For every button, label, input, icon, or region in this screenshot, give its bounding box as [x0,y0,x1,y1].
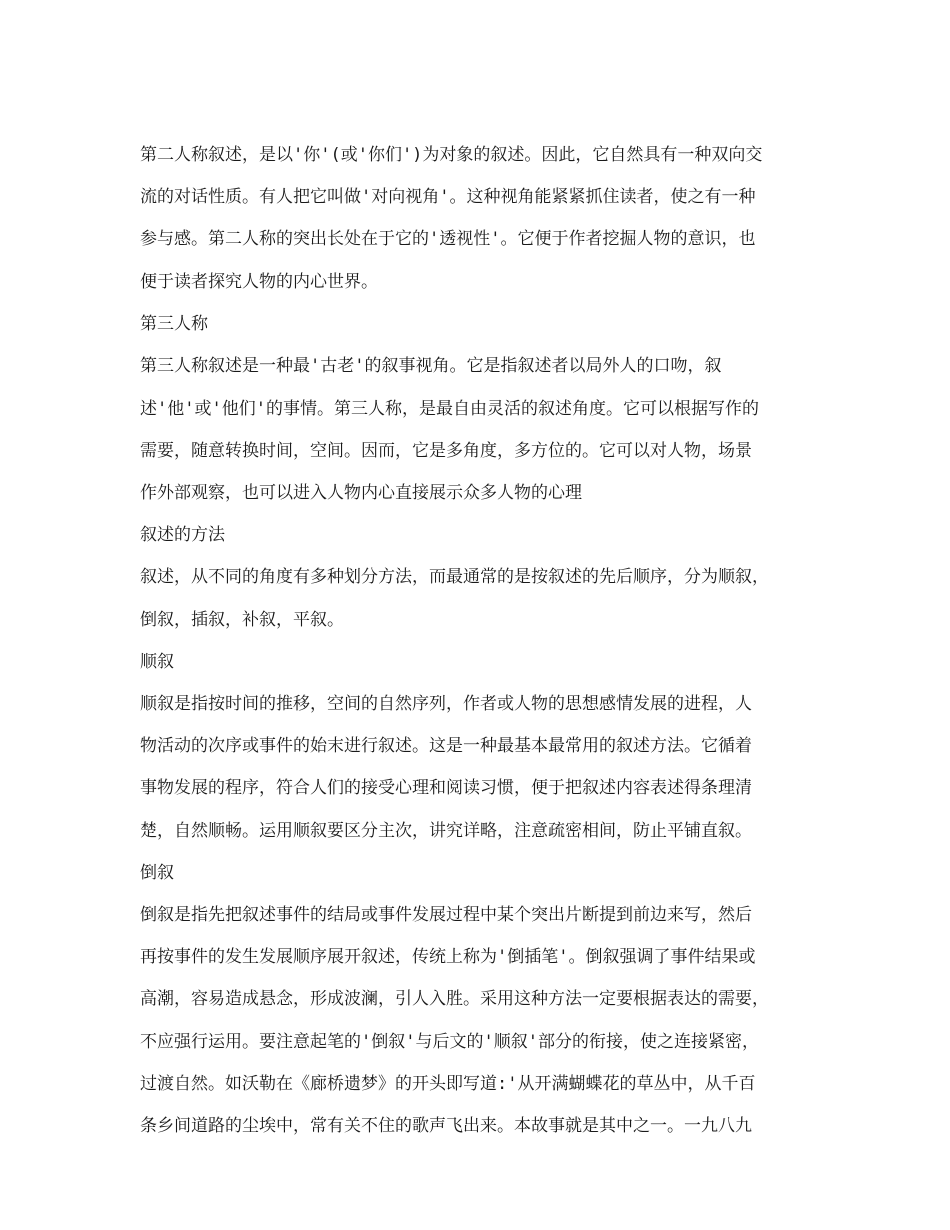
section-heading: 顺叙 [140,652,174,672]
text-line: 述'他'或'他们'的事情。第三人称，是最自由灵活的叙述角度。它可以根据写作的 [140,399,759,419]
text-line: 事物发展的程序，符合人们的接受心理和阅读习惯，便于把叙述内容表述得条理清 [140,778,752,798]
text-line: 高潮，容易造成悬念，形成波澜，引人入胜。采用这种方法一定要根据表达的需要， [140,989,769,1009]
text-line: 条乡间道路的尘埃中，常有关不住的歌声飞出来。本故事就是其中之一。一九八九 [140,1116,752,1136]
text-line: 顺叙是指按时间的推移，空间的自然序列，作者或人物的思想感情发展的进程，人 [140,694,752,714]
text-line: 便于读者探究人物的内心世界。 [140,272,378,292]
text-line: 参与感。第二人称的突出长处在于它的'透视性'。它便于作者挖掘人物的意识，也 [140,229,756,249]
section-heading: 倒叙 [140,863,174,883]
text-line: 叙述，从不同的角度有多种划分方法，而最通常的是按叙述的先后顺序，分为顺叙， [140,567,769,587]
text-line: 流的对话性质。有人把它叫做'对向视角'。这种视角能紧紧抓住读者，使之有一种 [140,187,756,207]
text-line: 物活动的次序或事件的始末进行叙述。这是一种最基本最常用的叙述方法。它循着 [140,736,752,756]
section-heading: 叙述的方法 [140,525,225,545]
text-line: 作外部观察，也可以进入人物内心直接展示众多人物的心理 [140,483,582,503]
section-heading: 第三人称 [140,314,208,334]
text-line: 不应强行运用。要注意起笔的'倒叙'与后文的'顺叙'部分的衔接，使之连接紧密， [140,1032,759,1052]
text-line: 倒叙，插叙，补叙，平叙。 [140,610,344,630]
text-line: 楚，自然顺畅。运用顺叙要区分主次，讲究详略，注意疏密相间，防止平铺直叙。 [140,821,752,841]
text-line: 需要，随意转换时间，空间。因而，它是多角度，多方位的。它可以对人物，场景 [140,441,752,461]
text-line: 过渡自然。如沃勒在《廊桥遗梦》的开头即写道:'从开满蝴蝶花的草丛中，从千百 [140,1074,756,1094]
text-line: 第三人称叙述是一种最'古老'的叙事视角。它是指叙述者以局外人的口吻，叙 [140,356,722,376]
text-line: 第二人称叙述，是以'你'(或'你们')为对象的叙述。因此，它自然具有一种双向交 [140,145,763,165]
text-line: 再按事件的发生发展顺序展开叙述，传统上称为'倒插笔'。倒叙强调了事件结果或 [140,947,756,967]
text-line: 倒叙是指先把叙述事件的结局或事件发展过程中某个突出片断提到前边来写，然后 [140,905,752,925]
